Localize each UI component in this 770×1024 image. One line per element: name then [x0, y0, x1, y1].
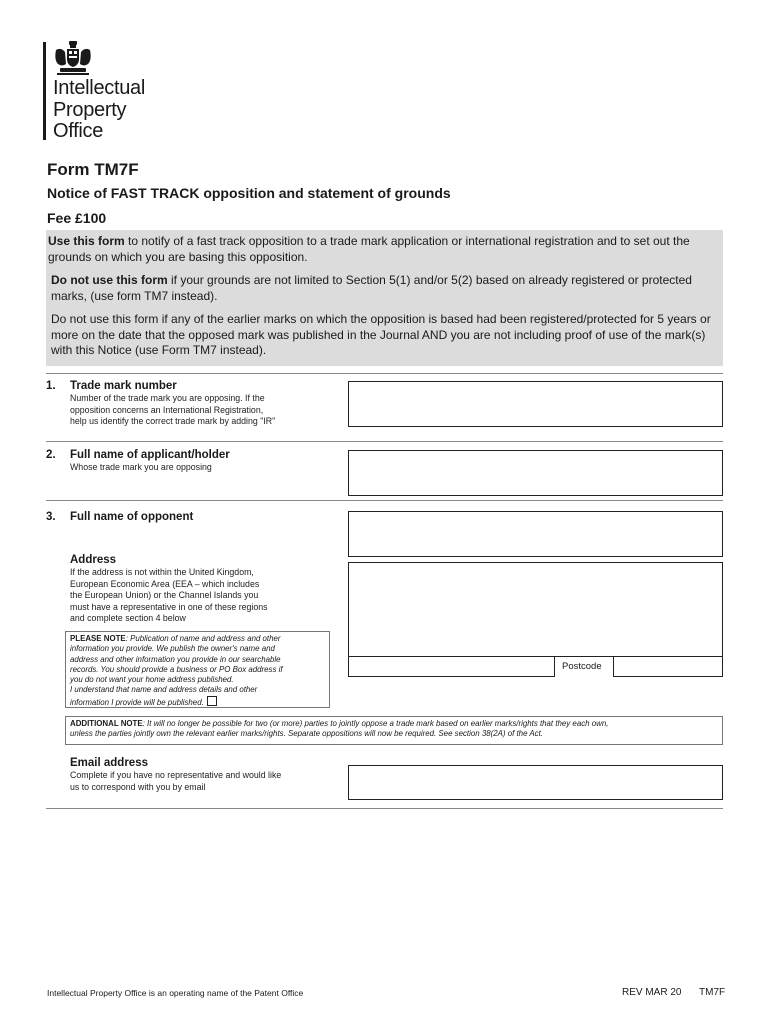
please-note-text: : Publication of name and address and other	[125, 634, 281, 643]
q3-title: Full name of opponent	[70, 511, 194, 523]
q1-help	[70, 393, 275, 428]
q1-number: 1.	[46, 380, 56, 392]
email-help-line: Complete if you have no representative and would like	[70, 770, 282, 780]
org-line-3: Office	[53, 120, 104, 142]
email-field[interactable]	[348, 765, 723, 800]
q1-help-line: help us identify the correct trade mark by adding "IR"	[70, 416, 276, 426]
divider	[46, 441, 723, 442]
form-title: Form TM7F	[47, 160, 139, 179]
form-subtitle: Notice of FAST TRACK opposition and statement of grounds	[47, 185, 451, 201]
trade-mark-number-field[interactable]	[348, 381, 723, 427]
email-help	[70, 770, 281, 793]
q2-number: 2.	[46, 449, 56, 461]
footer-note: Intellectual Property Office is an operating name of the Patent Office	[47, 988, 304, 998]
divider	[46, 500, 723, 501]
additional-note-text: : It will no longer be possible for two (or more) parties to jointly oppose a trade mark based on earlier marks/rights that they each own,	[142, 719, 609, 728]
please-note-line: you do not want your home address published.	[70, 675, 234, 685]
email-help-line: us to correspond with you by email	[70, 781, 206, 792]
organisation-name	[53, 78, 145, 143]
please-note-line	[70, 634, 325, 644]
please-note-line: information you provide. We publish the owner's name and	[70, 644, 275, 654]
footer-revision: REV MAR 20	[622, 987, 682, 998]
q2-help: Whose trade mark you are opposing	[70, 462, 212, 472]
address-help-line: European Economic Area (EEA – which includes	[70, 578, 260, 589]
intro-paragraph-2	[51, 273, 716, 304]
q1-help-line: Number of the trade mark you are opposing. If the	[70, 393, 265, 403]
intro-paragraph-1	[48, 234, 720, 265]
address-title: Address	[70, 554, 117, 566]
intro-box	[46, 230, 723, 366]
please-note-label: PLEASE NOTE	[70, 634, 126, 643]
postcode-field[interactable]	[613, 656, 723, 677]
address-help	[70, 567, 268, 625]
address-help-line: If the address is not within the United Kingdom,	[70, 567, 254, 577]
footer-form-code: TM7F	[699, 987, 726, 998]
additional-note-line	[70, 719, 718, 729]
please-note-line: records. You should provide a business or PO Box address if	[70, 664, 283, 674]
logo-bar	[43, 42, 46, 140]
divider	[46, 808, 723, 809]
publication-consent-checkbox[interactable]	[207, 696, 217, 706]
intro-p2-text: if your grounds are not limited to Section 5(1) and/or 5(2) based on already registered or protected marks, (use form TM7 instead).	[51, 273, 692, 303]
address-field[interactable]	[348, 562, 723, 657]
org-line-2: Property	[53, 98, 127, 121]
additional-note-line: unless the parties jointly own the relevant earlier marks/rights. Separate oppositions will now be required. See section 38(2A) of the Act.	[70, 729, 543, 739]
please-note-line	[70, 696, 325, 708]
please-note-box	[65, 631, 330, 708]
q1-title: Trade mark number	[70, 380, 177, 392]
intro-p2-bold: Do not use this form	[51, 273, 168, 287]
q3-number: 3.	[46, 511, 56, 523]
please-note-line: address and other information you provide in our searchable	[70, 654, 281, 664]
intro-p1-bold: Use this form	[48, 234, 125, 248]
royal-crest-icon	[52, 40, 94, 76]
please-note-line: I understand that name and address details and other	[70, 685, 258, 695]
address-last-line-field[interactable]	[348, 656, 555, 677]
fee-label: Fee £100	[47, 210, 107, 226]
address-help-line: the European Union) or the Channel Islands you	[70, 590, 259, 600]
intro-paragraph-3: Do not use this form if any of the earlier marks on which the opposition is based had been registered/protected for 5 years or more on the date that the opposed mark was published in the Journal AND you are not including proof of use of the mark(s) with this Notice (use Form TM7 instead).	[51, 312, 711, 357]
intro-p1-text: to notify of a fast track opposition to a trade mark application or international registration and to set out the grounds on which you are basing this opposition.	[48, 234, 690, 264]
opponent-name-field[interactable]	[348, 511, 723, 557]
address-help-line: and complete section 4 below	[70, 613, 186, 623]
q2-title: Full name of applicant/holder	[70, 449, 230, 461]
email-title: Email address	[70, 757, 148, 769]
q1-help-line: opposition concerns an International Registration,	[70, 404, 264, 415]
divider	[46, 373, 723, 374]
org-line-1: Intellectual	[53, 77, 146, 99]
additional-note-box	[65, 716, 723, 745]
additional-note-label: ADDITIONAL NOTE	[70, 719, 143, 728]
applicant-name-field[interactable]	[348, 450, 723, 496]
postcode-label: Postcode	[562, 661, 602, 672]
please-note-text: information I provide will be published.	[70, 697, 204, 707]
address-help-line: must have a representative in one of these regions	[70, 601, 268, 612]
